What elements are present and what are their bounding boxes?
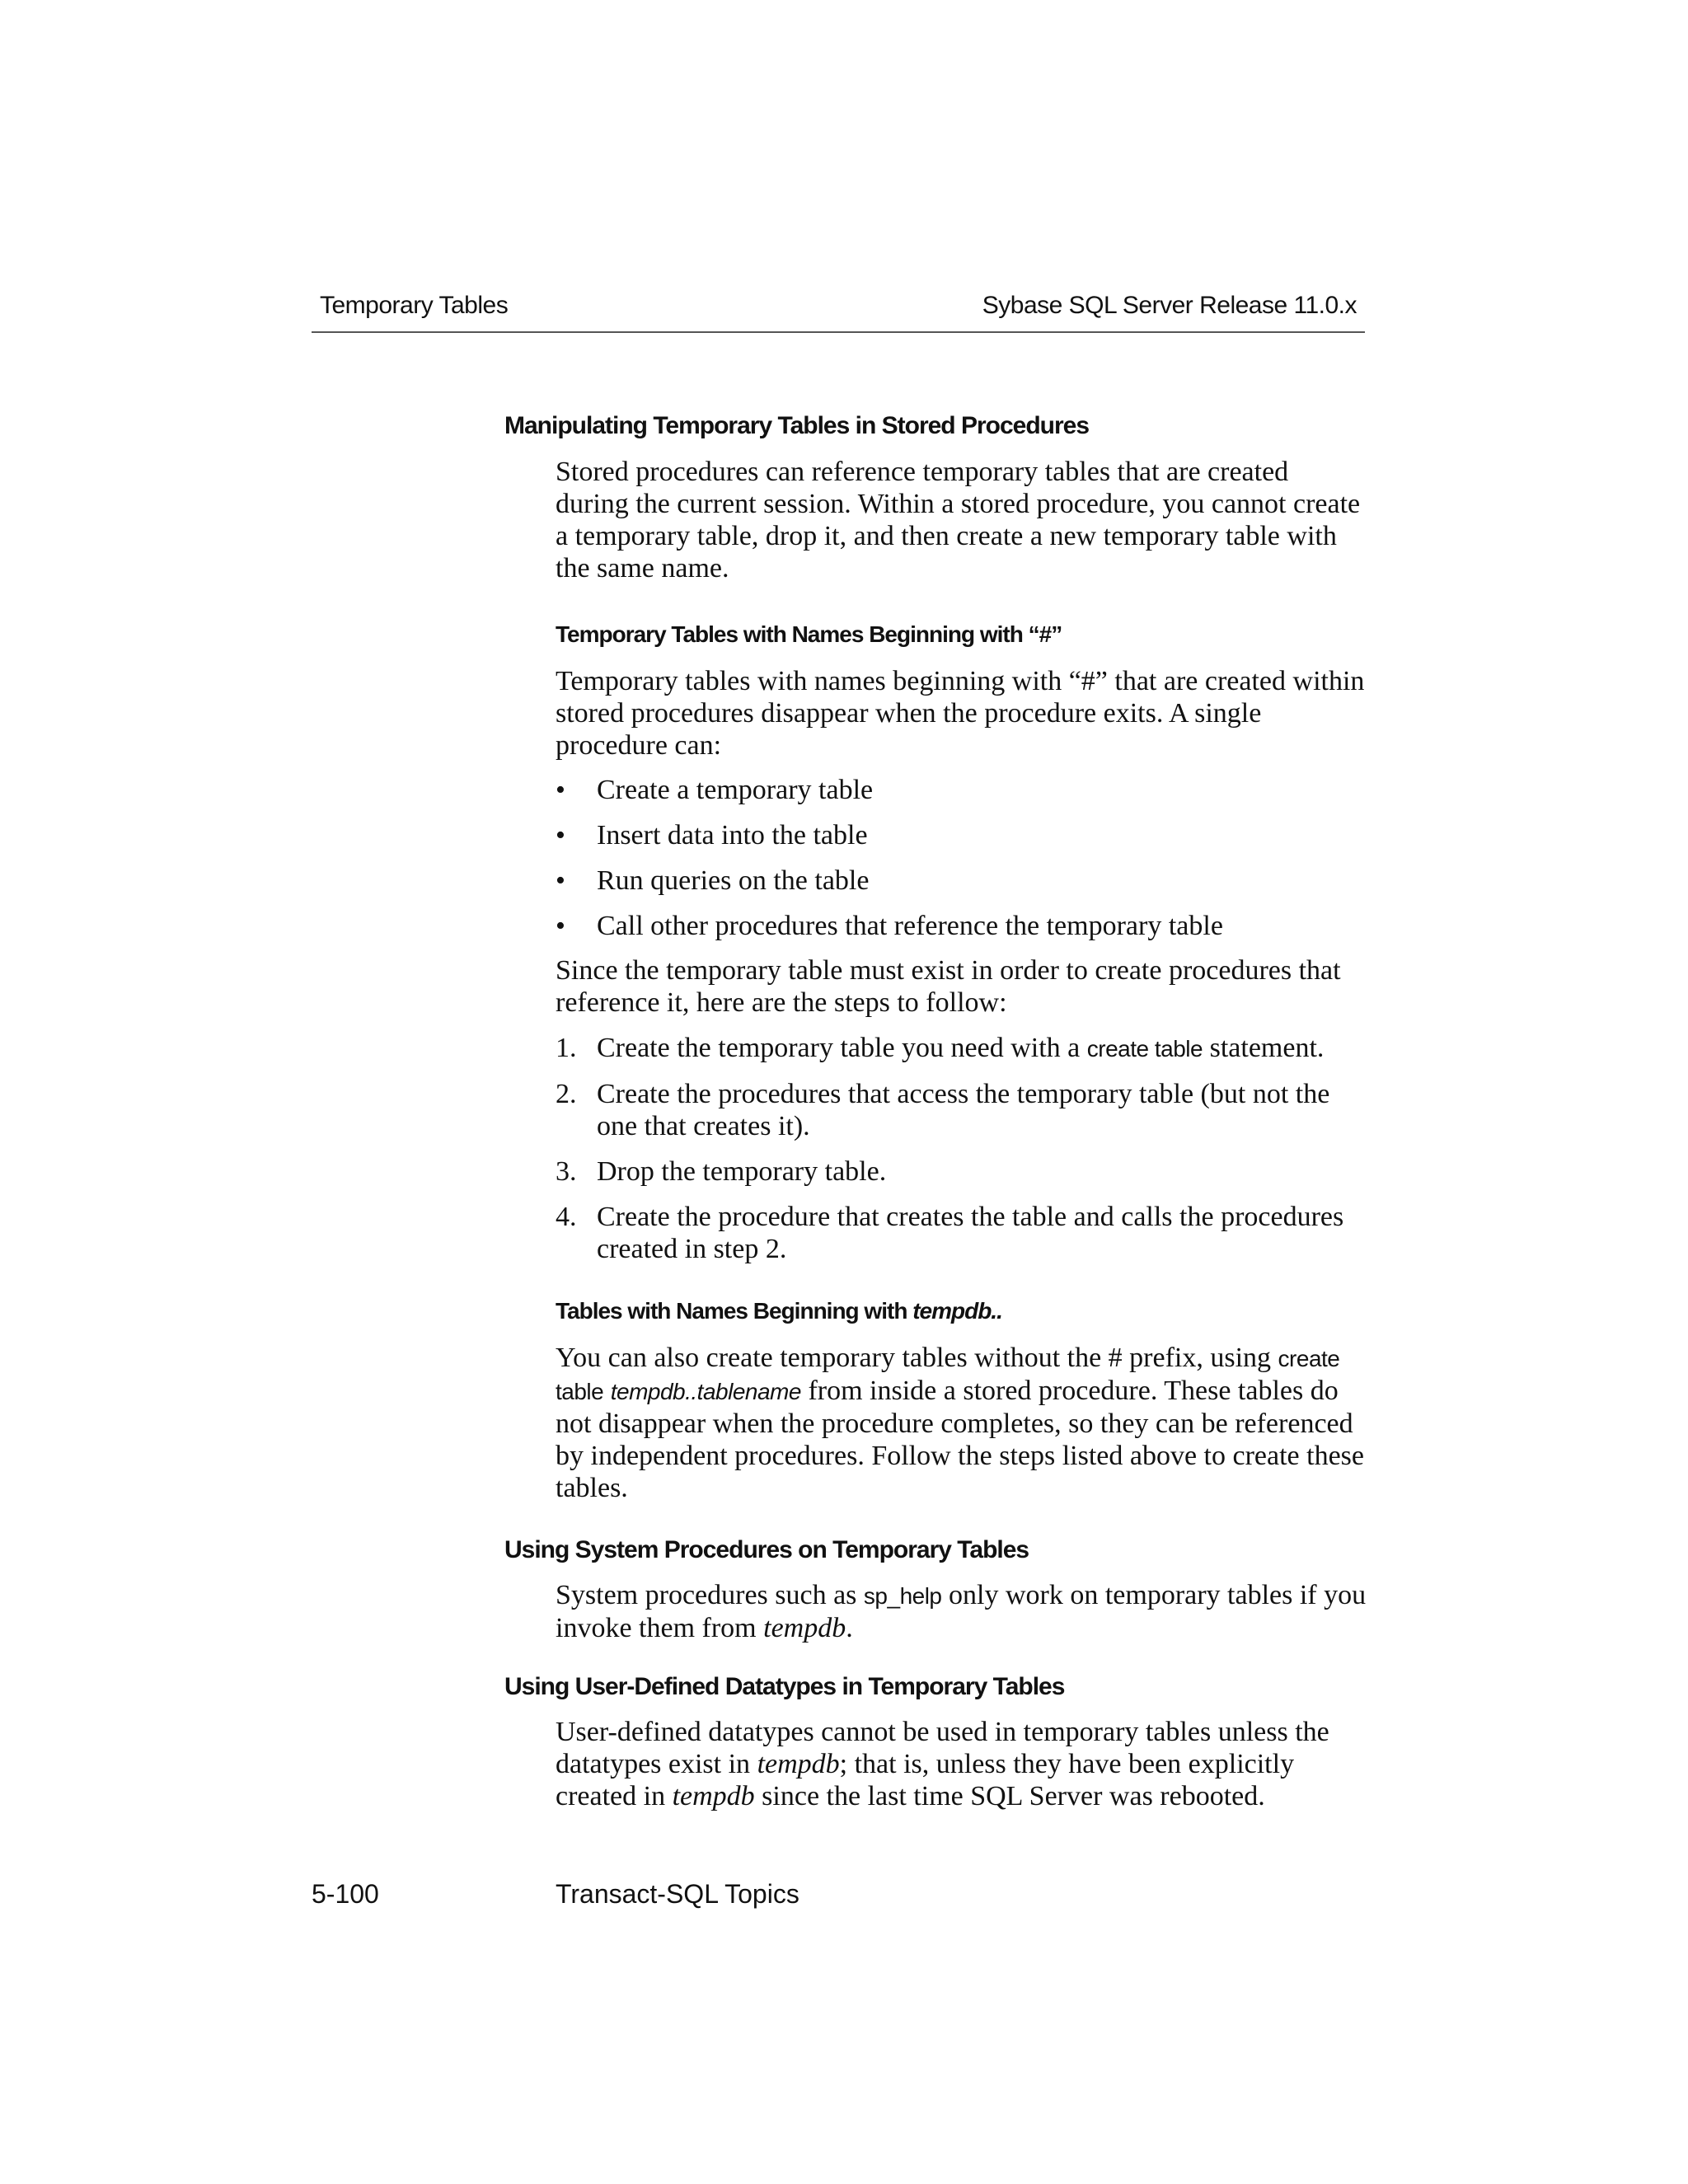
list-item: • Run queries on the table [556, 865, 870, 896]
bullet-mark: • [556, 911, 565, 941]
paragraph-hash-tables: Temporary tables with names beginning with “#” that are created within stored procedures disappear when the procedure exits. A single procedure can: [556, 666, 1365, 761]
paragraph-user-defined-datatypes: User-defined datatypes cannot be used in temporary tables unless the datatypes exist in tempdb; that is, unless they have been explicitly created in tempdb since the last time SQL Server was rebooted. [556, 1717, 1329, 1811]
running-header [312, 285, 1365, 333]
step-item: 4. Create the procedure that creates the table and calls the procedures created in step 2. [556, 1202, 1344, 1264]
header-section-title: Temporary Tables [320, 292, 509, 319]
step-item: 3. Drop the temporary table. [556, 1156, 887, 1187]
paragraph-system-procedures: System procedures such as sp_help only work on temporary tables if you invoke them from tempdb. [556, 1580, 1367, 1643]
code-create-table: create table [556, 1346, 1340, 1404]
paragraph-steps-intro: Since the temporary table must exist in order to create procedures that reference it, here are the steps to follow: [556, 955, 1341, 1018]
code-sp-help: sp_help [863, 1583, 942, 1609]
code-create-table: create table [1086, 1036, 1203, 1062]
footer-chapter-title: Transact-SQL Topics [556, 1879, 799, 1909]
page-number: 5-100 [312, 1879, 379, 1909]
step-number: 3. [556, 1156, 577, 1187]
list-item: • Call other procedures that reference the temporary table [556, 911, 1223, 941]
step-number: 1. [556, 1033, 577, 1063]
list-item: • Insert data into the table [556, 820, 868, 851]
heading-manipulating-temp-tables: Manipulating Temporary Tables in Stored Procedures [504, 412, 1090, 439]
numbered-steps [556, 1032, 1372, 1278]
heading-tempdb-tables: Tables with Names Beginning with tempdb.. [556, 1298, 1002, 1324]
bullet-mark: • [556, 865, 565, 896]
paragraph-tempdb-tables: You can also create temporary tables without the # prefix, using create table tempdb..tablename from inside a stored procedure. These tables do not disappear when the procedure completes, so they can be referenced by independent procedures. Follow the steps listed above to create these tables. [556, 1343, 1364, 1503]
paragraph-manipulating: Stored procedures can reference temporary tables that are created during the current session. Within a stored procedure, you cannot create a temporary table, drop it, and then create a new temporary table with the same name. [556, 457, 1361, 583]
step-number: 2. [556, 1079, 577, 1109]
heading-hash-tables: Temporary Tables with Names Beginning with “#” [556, 621, 1062, 647]
code-tempdb-tablename: tempdb..tablename [610, 1379, 801, 1404]
step-item: 1. Create the temporary table you need with a create table statement. [556, 1033, 1325, 1063]
heading-user-defined-datatypes: Using User-Defined Datatypes in Temporary Tables [504, 1673, 1065, 1700]
bullet-list-procedure-capabilities [556, 774, 1372, 955]
step-number: 4. [556, 1202, 577, 1232]
header-book-title: Sybase SQL Server Release 11.0.x [982, 292, 1357, 319]
bullet-mark: • [556, 775, 565, 805]
list-item: • Create a temporary table [556, 775, 874, 805]
step-item: 2. Create the procedures that access the temporary table (but not the one that creates it). [556, 1079, 1330, 1141]
heading-system-procedures: Using System Procedures on Temporary Tables [504, 1536, 1029, 1563]
bullet-mark: • [556, 820, 565, 851]
